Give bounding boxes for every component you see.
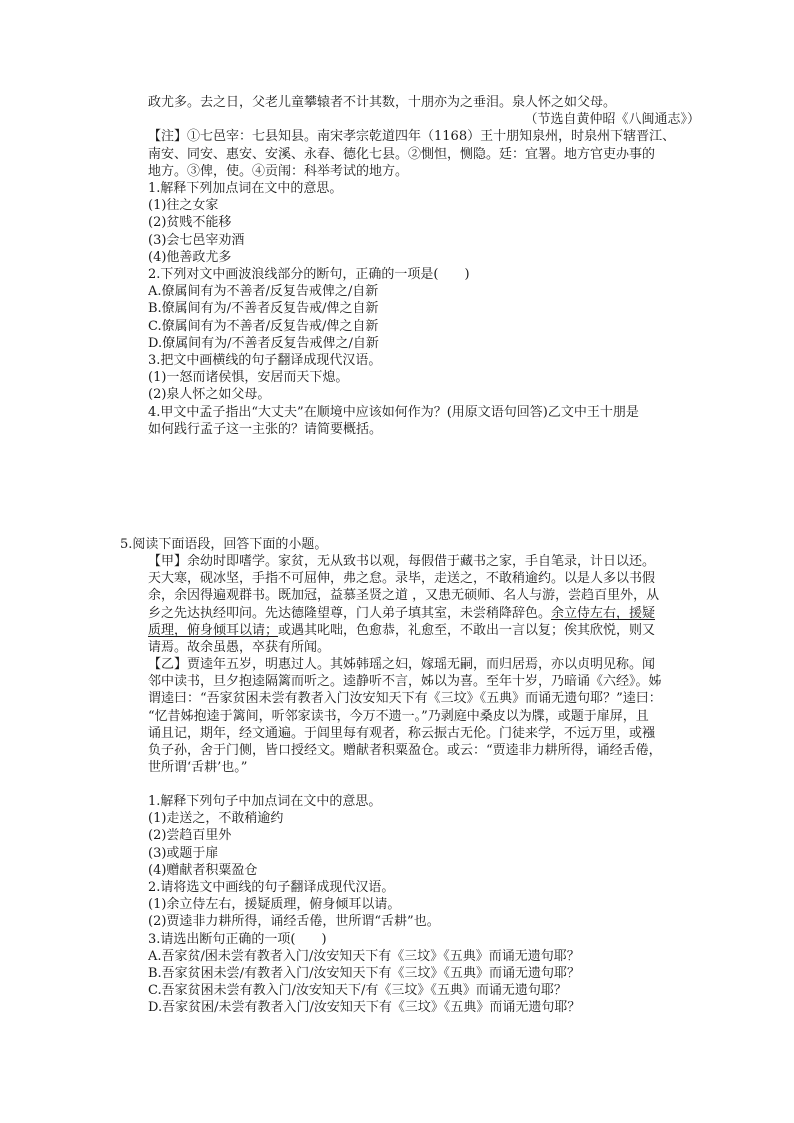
option-b: B.僚属间有为/不善者反复告戒/俾之自新 xyxy=(148,301,379,317)
question-5-heading: 5.阅读下面语段，回答下面的小题。 xyxy=(120,537,328,552)
text-line: 天大寒，砚冰坚，手指不可屈伸，弗之怠。录毕，走送之，不敢稍逾约。以是人多以书假 xyxy=(148,571,656,587)
text-line: 负子孙，舍于门侧，皆口授经文。赠献者积粟盈仓。或云：“贾逵非力耕所得，诵经舌倦， xyxy=(148,743,662,759)
option-d: D.吾家贫困/未尝有教者入门/汝安知天下有《三坟》《五典》而诵无遗句耶？ xyxy=(148,1000,581,1016)
question-3: 3.把文中画横线的句子翻译成现代汉语。 xyxy=(148,353,382,369)
underlined-sentence: 质理，俯身倾耳以请； xyxy=(148,622,279,638)
question-1: 1.解释下列加点词在文中的意思。 xyxy=(148,181,343,197)
text-line: 【甲】余幼时即嗜学。家贫，无从致书以观，每假借于藏书之家，手自笔录，计日以还。 xyxy=(148,554,656,569)
text-line: 邻中读书，旦夕抱逵隔篱而听之。逵静听不言，姊以为喜。至年十岁，乃暗诵《六经》。姊 xyxy=(148,674,662,690)
subquestion-3: 3.请选出断句正确的一项( ) xyxy=(148,931,327,947)
question-item: (1)往之女家 xyxy=(148,198,219,214)
question-item: (2)泉人怀之如父母。 xyxy=(148,387,271,403)
text-line: 世所谓‘舌耕’也。” xyxy=(148,760,248,776)
text-line: 【乙】贾逵年五岁，明惠过人。其姊韩瑶之妇，嫁瑶无嗣，而归居焉，亦以贞明见称。闻 xyxy=(148,657,656,672)
question-item: (4)赠献者积粟盈仓 xyxy=(148,862,258,878)
option-d: D.僚属间有为/不善者反复告戒俾之/自新 xyxy=(148,335,379,351)
option-b: B.吾家贫困未尝/有教者入门/汝安知天下有《三坟》《五典》而诵无遗句耶？ xyxy=(148,966,580,982)
text-line xyxy=(148,605,700,622)
question-item: (2)贫贱不能移 xyxy=(148,215,232,231)
text-seg: 或遇其叱咄，色愈恭，礼愈至，不敢出一言以复；俟其欣悦，则又 xyxy=(278,622,656,638)
note-line: 地方。③俾，使。④贡闱：科举考试的地方。 xyxy=(148,163,409,179)
question-item: (1)一怒而诸侯惧，安居而天下熄。 xyxy=(148,370,349,386)
option-c: C.僚属间有为不善者/反复告戒/俾之自新 xyxy=(148,318,379,334)
question-2: 2.下列对文中画波浪线部分的断句，正确的一项是( ) xyxy=(148,267,470,283)
passage-yi xyxy=(148,656,700,776)
text-line: 请焉。故余虽愚，卒获有所闻。 xyxy=(148,640,331,656)
question-item: (1)余立侍左右，援疑质理，俯身倾耳以请。 xyxy=(148,897,401,913)
option-a: A.僚属间有为不善者/反复告戒俾之/自新 xyxy=(148,284,379,300)
note-line: 南安、同安、惠安、安溪、永春、德化七县。②惻怛，恻隐。廷：宜署。地方官吏办事的 xyxy=(148,146,656,162)
note-line: 【注】①七邑宰：七县知县。南宋孝宗乾道四年（1168）王十朋知泉州，时泉州下辖晋江、 xyxy=(148,129,676,145)
question-item: (3)会七邑宰劝酒 xyxy=(148,232,245,248)
text-line: 诵且记，期年，经文通遍。于闾里每有观者，称云振古无伦。门徒来学，不远万里，或襁 xyxy=(148,725,656,741)
question-item: (3)或题于扉 xyxy=(148,845,219,861)
text-line: 政尤多。去之日，父老儿童攀辕者不计其数，十朋亦为之垂泪。泉人怀之如父母。 xyxy=(148,95,617,110)
passage-jia xyxy=(148,553,700,656)
subquestion-1: 1.解释下列句子中加点词在文中的意思。 xyxy=(148,794,382,809)
question-5-subquestions xyxy=(148,793,700,1017)
question-item: (1)走送之，不敢稍逾约 xyxy=(148,811,284,827)
text-line: 谓逵曰：“吾家贫困未尝有教者入门汝安知天下有《三坟》《五典》而诵无遗句耶？”逵曰： xyxy=(148,691,662,707)
question-4: 4.甲文中孟子指出“大丈夫”在顺境中应该如何作为？(用原文语句回答)乙文中王十朋是 xyxy=(148,404,639,420)
underlined-sentence: 余立侍左右，援疑 xyxy=(551,605,656,621)
question-item: (4)他善政尤多 xyxy=(148,249,232,265)
subquestion-2: 2.请将选文中画线的句子翻译成现代汉语。 xyxy=(148,880,395,896)
text-line: 余，余因得遍观群书。既加冠，益慕圣贤之道 ，又患无硕师、名人与游，尝趋百里外，从 xyxy=(148,588,660,604)
text-seg: 乡之先达执经叩问。先达德隆望尊，门人弟子填其室，未尝稍降辞色。 xyxy=(148,605,552,621)
option-a: A.吾家贫/困未尝有教者入门/汝安知天下有《三坟》《五典》而诵无遗句耶？ xyxy=(148,948,580,964)
text-line xyxy=(148,622,700,639)
text-line: “忆昔姊抱逵于篱间，听邻家读书，今万不遗一。”乃剥庭中桑皮以为牒，或题于扉屏，且 xyxy=(148,708,649,724)
question-4-cont: 如何践行孟子这一主张的？请简要概括。 xyxy=(148,421,383,437)
option-c: C.吾家贫困未尝有教入门/汝安知天下/有《三坟》《五典》而诵无遗句耶？ xyxy=(148,983,567,999)
question-item: (2)尝趋百里外 xyxy=(148,828,232,844)
source-citation: （节选自黄仲昭《八闽通志》） xyxy=(524,112,700,128)
passage-continuation xyxy=(148,94,700,438)
question-item: (2)贾逵非力耕所得，诵经舌倦，世所谓“舌耕”也。 xyxy=(148,914,440,930)
